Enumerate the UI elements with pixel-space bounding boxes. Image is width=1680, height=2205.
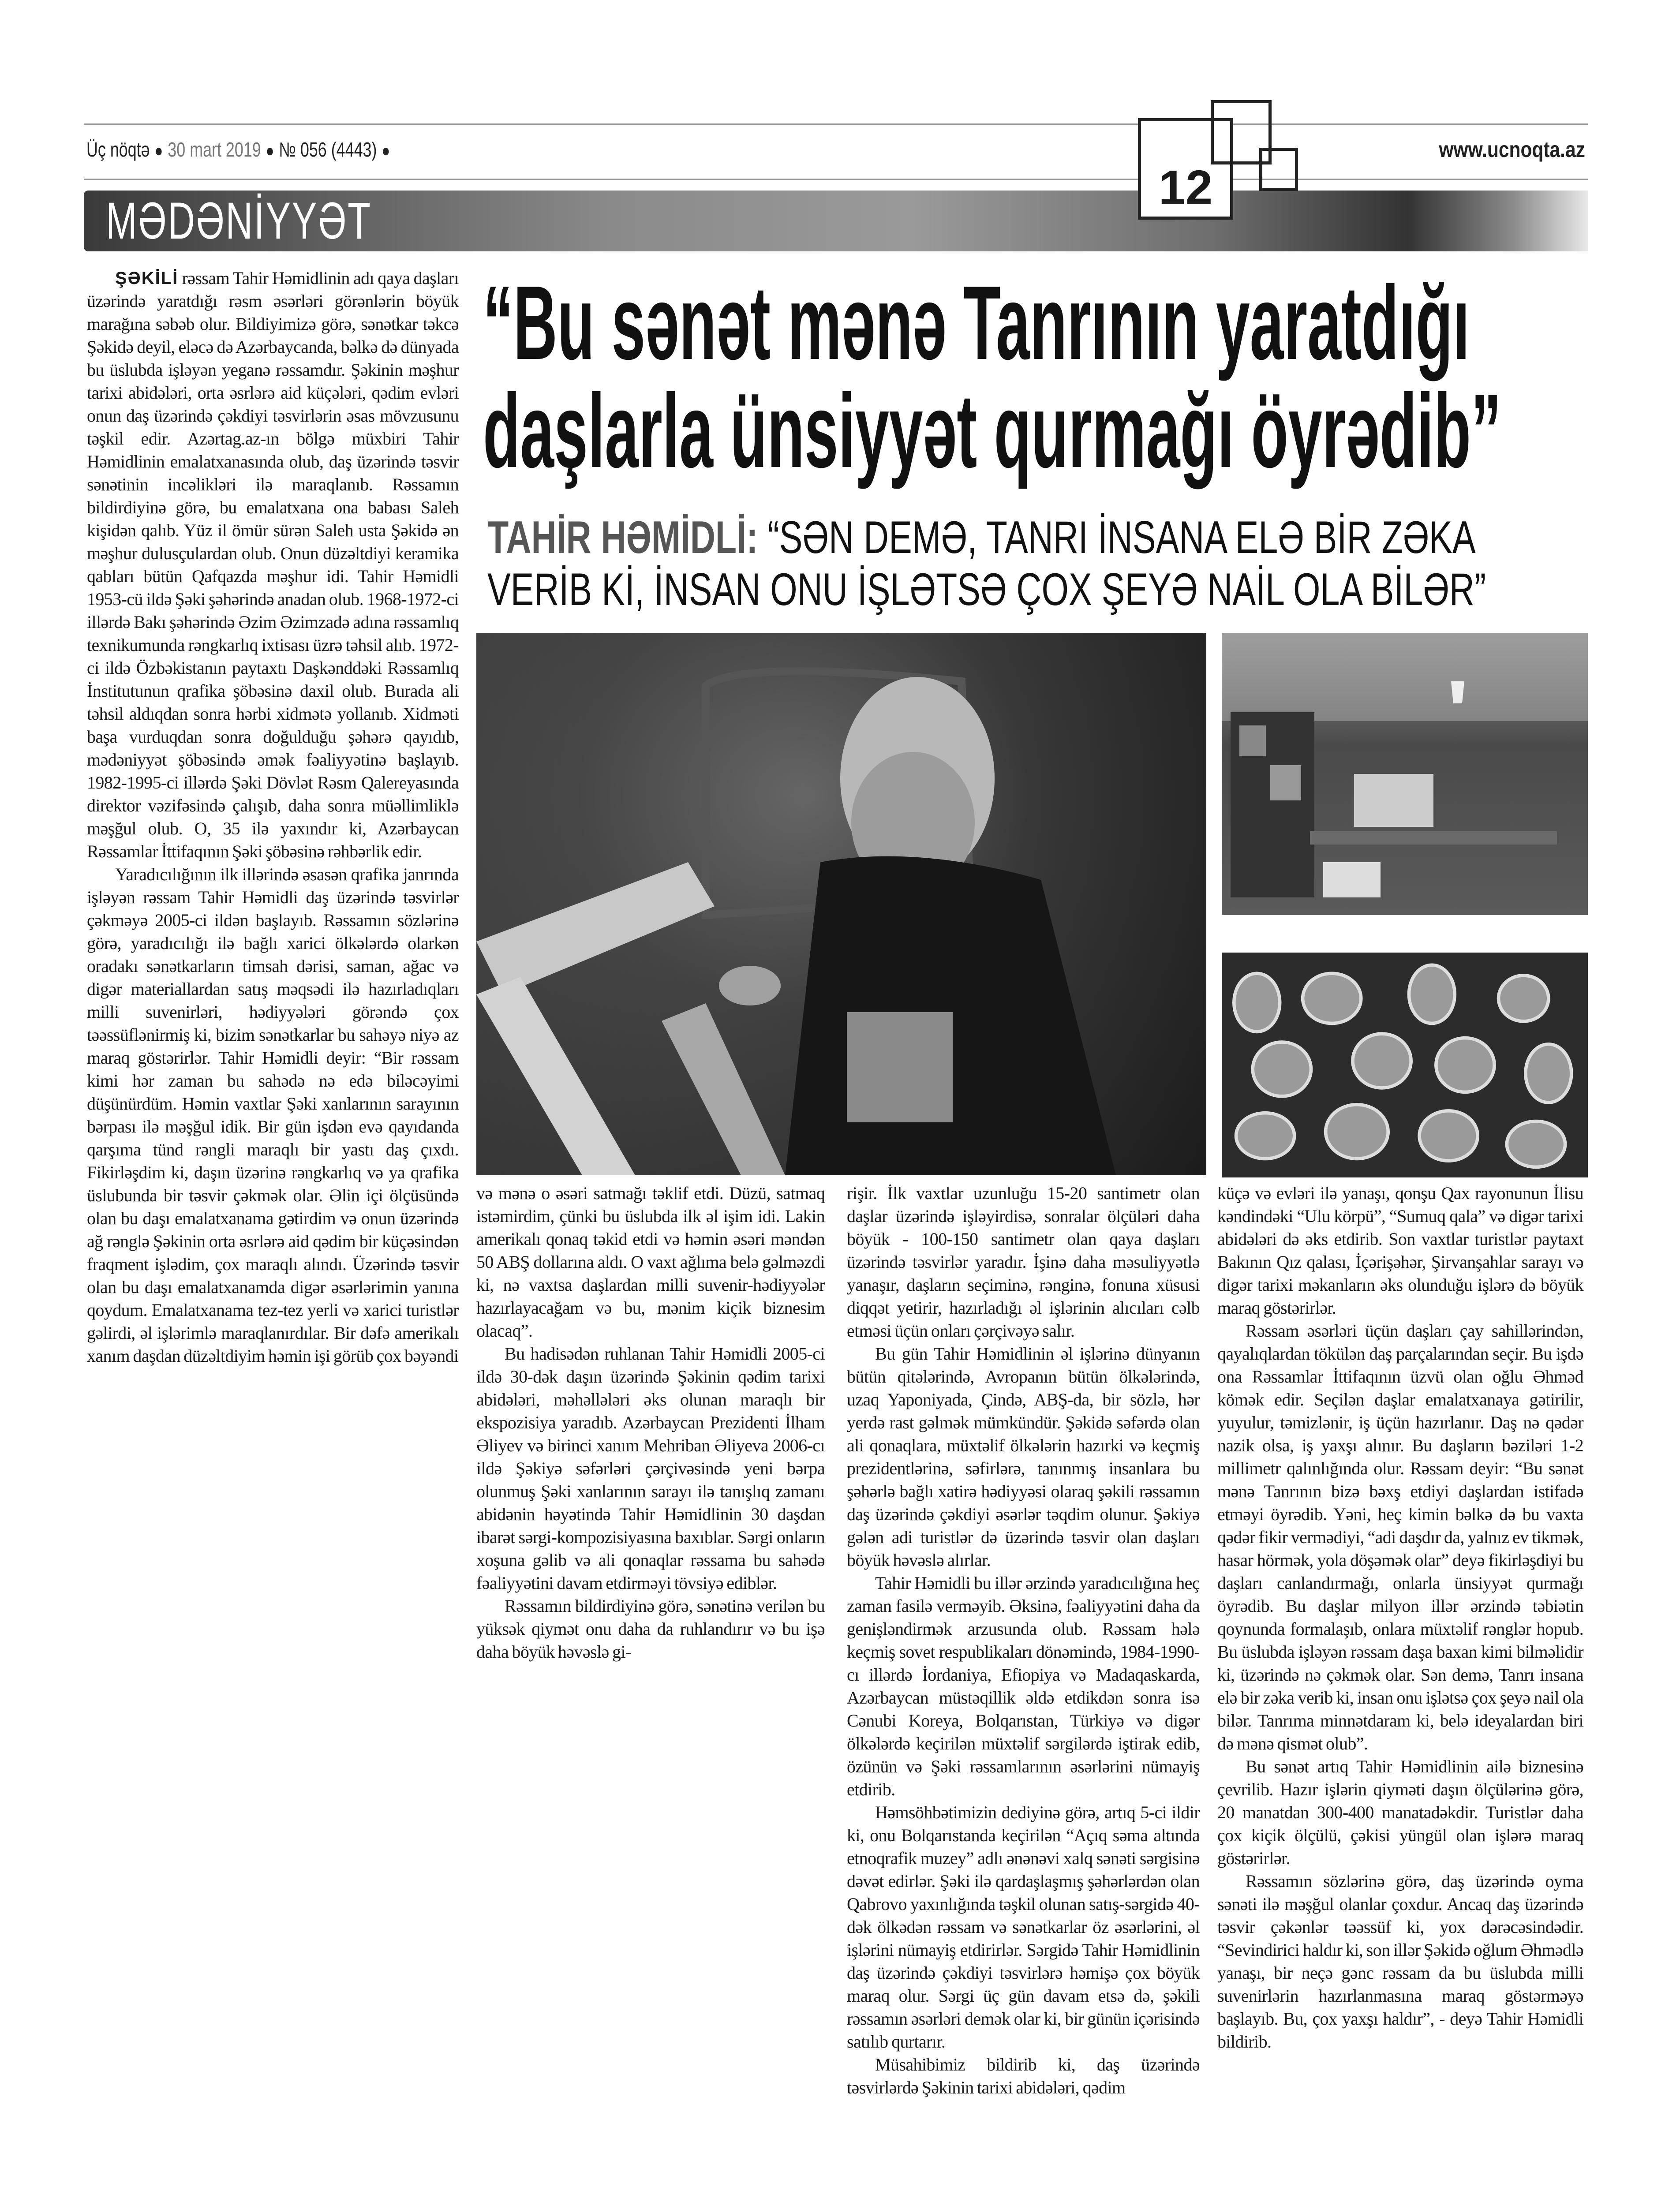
article-column-3 [847, 1182, 1200, 2099]
article-paragraph: Bu hadisədən ruhlanan Tahir Həmidli 2005-ci ildə 30-dək daşın üzərində Şəkinin qədim tarixi abidələri, məhəllələri əks olunan maraqlı bir ekspozisiya yaradıb. Azərbaycan Prezidenti İlham Əliyev və birinci xanım Mehriban Əliyeva 2006-cı ildə Şəkiyə səfərləri çərçivəsində yeni bərpa olunmuş Şəki xanlarının sarayı ilə tanışlıq zamanı abidənin həyətində Tahir Həmidlinin 30 daşdan ibarət sərgi-kompozisiyasına baxıblar. Sərgi onların xoşuna gəlib və ali qonaqlar rəssama bu sahədə fəaliyyətini davam etdirməyi tövsiyə ediblər. [476, 1344, 825, 1593]
article-paragraph: Bu sənət artıq Tahir Həmidlinin ailə biznesinə çevrilib. Hazır işlərin qiyməti daşın ölçülərinə görə, 20 manatdan 300-400 manatadəkdir. Turistlər daha çox kiçik ölçülü, çəkisi yüngül olan işlərə maraq göstərirlər. [1217, 1757, 1583, 1868]
article-column-1 [87, 267, 459, 1368]
bullet-icon: ● [382, 141, 390, 161]
article-paragraph [87, 267, 459, 863]
photo-artist-illustration [476, 633, 1206, 1175]
paper-name: Üç nöqtə [86, 138, 150, 161]
article-paragraph: Yaradıcılığının ilk illərində əsasən qrafika janrında işləyən rəssam Tahir Həmidli daş üzərində təsvirlər çəkməyə 2005-ci ildən başlayıb. Rəssamın sözlərinə görə, yaradıcılığı ilə bağlı xarici ölkələrdə olarkən oradakı sənətkarların timsah dərisi, saman, ağac və digər materiallardan satış məqsədi ilə hazırladıqları milli suvenirləri, hədiyyələri görəndə çox təəssüflənirmiş ki, bizim sənətkarlar bu sahəyə niyə az maraq göstərirlər. Tahir Həmidli deyir: “Bir rəssam kimi hər zaman bu sahədə nə edə biləcəyimi düşünürdüm. Həmin vaxtlar Şəki xanlarının sarayının bərpası ilə məşğul idik. Bir gün işdən evə qayıdanda qarşıma tünd rəngli maraqlı bir yastı daş çıxdı. Fikirləşdim ki, daşın üzərinə rəngkarlıq və ya qrafika üslubunda bir təsvir çəkmək olar. Əlin içi ölçüsündə olan bu daşı emalatxanama gətirdim və onun üzərində ağ rənglə Şəkinin orta əsrlərə aid qədim bir küçəsindən fraqment işlədim, çox maraqlı alındı. Üzərində təsvir olan bu daşı emalatxanamda digər əsərlərimin yanına qoydum. Emalatxanama tez-tez yerli və xarici turistlər gəlirdi, əl işlərimlə maraqlanırdılar. Bir dəfə amerikalı xanım daşdan düzəltdiyim həmin işi görüb çox bəyəndi [87, 864, 459, 1366]
article-column-4 [1217, 1182, 1583, 2053]
photo-workshop-interior [1222, 633, 1588, 915]
article-paragraph: Həmsöhbətimizin dediyinə görə, artıq 5-ci ildir ki, onu Bolqarıstanda keçirilən “Açıq səma altında etnoqrafik muzey” adlı ənənəvi xalq sənəti sərgisinə dəvət edirlər. Şəki ilə qardaşlaşmış şəhərlərdən olan Qabrovo yaxınlığında təşkil olunan satış-sərgidə 40-dək ölkədən rəssam və sənətkarlar öz əsərlərini, əl işlərini nümayiş etdirirlər. Sərgidə Tahir Həmidlinin daş üzərində çəkdiyi təsvirlərə həmişə çox böyük maraq olur. Sərgi üç gün davam etsə də, şəkili rəssamın əsərləri demək olar ki, bir günün içərisində satılıb qurtarır. [847, 1802, 1200, 2052]
headline-line: “Bu sənət mənə Tanrının yaratdığı [483, 265, 1470, 381]
subhead-quote-start: “SƏN DEMƏ, TANRI İNSANA ELƏ BİR ZƏKA [758, 512, 1476, 563]
article-headline [483, 265, 1594, 490]
article-column-2 [476, 1182, 825, 1663]
lead-word: ŞƏKİLİ [115, 269, 179, 288]
issue-date: 30 mart 2019 [168, 138, 261, 161]
workshop-illustration [1222, 633, 1588, 915]
article-subheadline [487, 512, 1680, 616]
header-bottom-rule [84, 179, 1588, 180]
article-paragraph: küçə və evləri ilə yanaşı, qonşu Qax rayonunun İlisu kəndindəki “Ulu körpü”, “Sumuq qala” və digər tarixi abidələri də əks etdirib. Son vaxtlar turistlər paytaxt Bakının Qız qalası, İçərişəhər, Şirvanşahlar sarayı və digər tarixi məkanların əks olunduğu işlərə də böyük maraq göstərirlər. [1217, 1183, 1583, 1318]
page-number: 12 [1138, 118, 1233, 220]
article-paragraph: Rəssam əsərləri üçün daşları çay sahillərindən, qayalıqlardan tökülən daş parçalarından seçir. Bu işdə ona Rəssamlar İttifaqının üzvü olan oğlu Əhməd kömək edir. Seçilən daşlar emalatxanaya gətirilir, yuyulur, təmizlənir, iş üçün hazırlanır. Daş nə qədər nazik olsa, iş yaxşı alınır. Bu daşların bəziləri 1-2 millimetr qalınlığında olur. Rəssam deyir: “Bu sənət mənə Tanrının bizə bəxş etdiyi daşlardan istifadə etməyi öyrədib. Yəni, heç kimin bəlkə də bu vaxta qədər fikir vermədiyi, “adi daşdır da, yalnız ev tikmək, hasar hörmək, yola döşəmək olar” deyə fikirləşdiyi bu daşları canlandırmağı, onlarla ünsiyyət qurmağı öyrədib. Bu daşlar milyon illər ərzində təbiətin qoynunda formalaşıb, onlara müxtəlif rənglər hopub. Bu üslubda işləyən rəssam daşa baxan kimi bilməlidir ki, üzərində nə çəkmək olar. Sən demə, Tanrı insana elə bir zəka verib ki, insan onu işlətsə çox şeyə nail ola bilər. Tanrıma minnətdaram ki, belə ideyalardan biri də mənə qismət olub”. [1217, 1321, 1583, 1753]
page-number-decor-box [1259, 148, 1298, 191]
bullet-icon: ● [154, 141, 163, 161]
header-top-rule [84, 123, 1588, 125]
photo-artist-at-work [476, 633, 1206, 1175]
painted-stones-illustration [1222, 953, 1588, 1177]
subhead-line [487, 512, 1486, 564]
paragraph-text: rəssam Tahir Həmidlinin adı qaya daşları üzərində yaratdığı rəsm əsərləri görənlərin böyük marağına səbəb olur. Bildiyimizə görə, sənətkar təkcə Şəkidə deyil, eləcə də Azərbaycanda, bəlkə də dünyada bu üslubda işləyən yeganə rəssamdır. Şəkinin məşhur tarixi abidələri, orta əsrlərə aid küçələri, qədim evləri onun daş üzərində çəkdiyi təsvirlərin əsas mövzusunu təşkil edir. Azərtag.az-ın bölgə müxbiri Tahir Həmidlinin emalatxanasında olub, daş üzərində təsvir sənətinin incəlikləri ilə maraqlanıb. Rəssamın bildirdiyinə görə, bu emalatxana ona babası Saleh kişidən qalıb. Yüz il ömür sürən Saleh usta Şəkidə ən məşhur dulusçulardan olub. Onun düzəltdiyi keramika qabları bütün Qafqazda məşhur idi. Tahir Həmidli 1953-cü ildə Şəki şəhərində anadan olub. 1968-1972-ci illərdə Bakı şəhərində Əzim Əzimzadə adına rəssamlıq texnikumunda rəngkarlıq ixtisası üzrə təhsil alıb. 1972-ci ildə Özbəkistanın paytaxtı Daşkənddəki Rəssamlıq İnstitutunun qrafika şöbəsinə daxil olub. Burada ali təhsil aldıqdan sonra hərbi xidmətə yollanıb. Xidməti başa vurduqdan sonra doğulduğu şəhərə qayıdıb, mədəniyyət şöbəsində əmək fəaliyyətinə başlayıb. 1982-1995-ci illərdə Şəki Dövlət Rəsm Qalereyasında direktor vəzifəsində çalışıb, daha sonra müəllimliklə məşğul olub. O, 35 ilə yaxındır ki, Azərbaycan Rəssamlar İttifaqının Şəki şöbəsinə rəhbərlik edir. [87, 268, 459, 861]
section-title: MƏDƏNİYYƏT [106, 192, 372, 250]
article-paragraph: Rəssamın sözlərinə görə, daş üzərində oyma sənəti ilə məşğul olanlar çoxdur. Ancaq daş üzərində təsvir çəkənlər təəssüf ki, yox dərəcəsindədir. “Sevindirici haldır ki, son illər Şəkidə oğlum Əhmədlə yanaşı, bir neçə gənc rəssam da bu üslubda milli suvenirlərin hazırlanmasına maraq göstərməyə başlayıb. Bu, çox yaxşı haldır”, - deyə Tahir Həmidli bildirib. [1217, 1871, 1583, 2052]
article-paragraph: və mənə o əsəri satmağı təklif etdi. Düzü, satmaq istəmirdim, çünki bu üslubda ilk əl işim idi. Lakin amerikalı qonaq təkid etdi və həmin əsəri məndən 50 ABŞ dollarına aldı. O vaxt ağlıma belə gəlməzdi ki, nə vaxtsa daşlardan milli suvenir-hədiyyələr hazırlayacağam və bu, mənim kiçik biznesim olacaq”. [476, 1183, 825, 1341]
issue-number: № 056 (4443) [279, 138, 377, 161]
subhead-line: VERİB Kİ, İNSAN ONU İŞLƏTSƏ ÇOX ŞEYƏ NAİL OLA BİLƏR” [487, 564, 1486, 615]
masthead-info [86, 138, 395, 161]
article-paragraph: Tahir Həmidli bu illər ərzində yaradıcılığına heç zaman fasilə verməyib. Əksinə, fəaliyyətini daha da genişləndirmək arzusunda olub. Rəssam hələ keçmiş sovet respublikaları dönəmində, 1984-1990-cı illərdə İordaniya, Efiopiya və Madaqaskarda, Azərbaycan müstəqillik əldə etdikdən sonra isə Cənubi Koreya, Bolqarıstan, Türkiyə və digər ölkələrdə keçirilən müxtəlif sərgilərdə iştirak edib, özünün və Şəki rəssamlarının əsərlərini nümayiş etdirib. [847, 1573, 1200, 1799]
subhead-speaker: TAHİR HƏMİDLİ: [487, 512, 758, 563]
photo-painted-stones [1222, 953, 1588, 1177]
headline-line: daşlarla ünsiyyət qurmağı öyrədib” [483, 373, 1502, 490]
website-url: www.ucnoqta.az [1439, 137, 1585, 162]
article-paragraph: Rəssamın bildirdiyinə görə, sənətinə verilən bu yüksək qiymət onu daha da ruhlandırır və bu işə daha böyük həvəslə gi- [476, 1596, 825, 1662]
article-paragraph: Bu gün Tahir Həmidlinin əl işlərinə dünyanın bütün qitələrində, Avropanın bütün ölkələrində, uzaq Yaponiyada, Çində, ABŞ-da, bir sözlə, hər yerdə rast gəlmək mümkündür. Şəkidə səfərdə olan ali qonaqlara, müxtəlif ölkələrin hazırki və keçmiş prezidentlərinə, səfirlərə, tanınmış insanlara bu şəhərlə bağlı xatirə hədiyyəsi olaraq şəkili rəssamın daş üzərində çəkdiyi əsərlər təqdim olunur. Şəkiyə gələn adi turistlər də üzərində təsvir olan daşları böyük həvəslə alırlar. [847, 1344, 1200, 1570]
article-paragraph: Müsahibimiz bildirib ki, daş üzərində təsvirlərdə Şəkinin tarixi abidələri, qədim [847, 2055, 1200, 2097]
article-paragraph: rişir. İlk vaxtlar uzunluğu 15-20 santimetr olan daşlar üzərində işləyirdisə, sonralar ölçüləri daha böyük - 100-150 santimetr olan qaya daşları üzərində təsvirlər yaradır. İşinə daha məsuliyyətlə yanaşır, daşların seçiminə, rənginə, fonuna xüsusi diqqət yetirir, hazırladığı əl işlərinin alıcıları cəlb etməsi üçün onları çərçivəyə salır. [847, 1183, 1200, 1341]
bullet-icon: ● [266, 141, 274, 161]
